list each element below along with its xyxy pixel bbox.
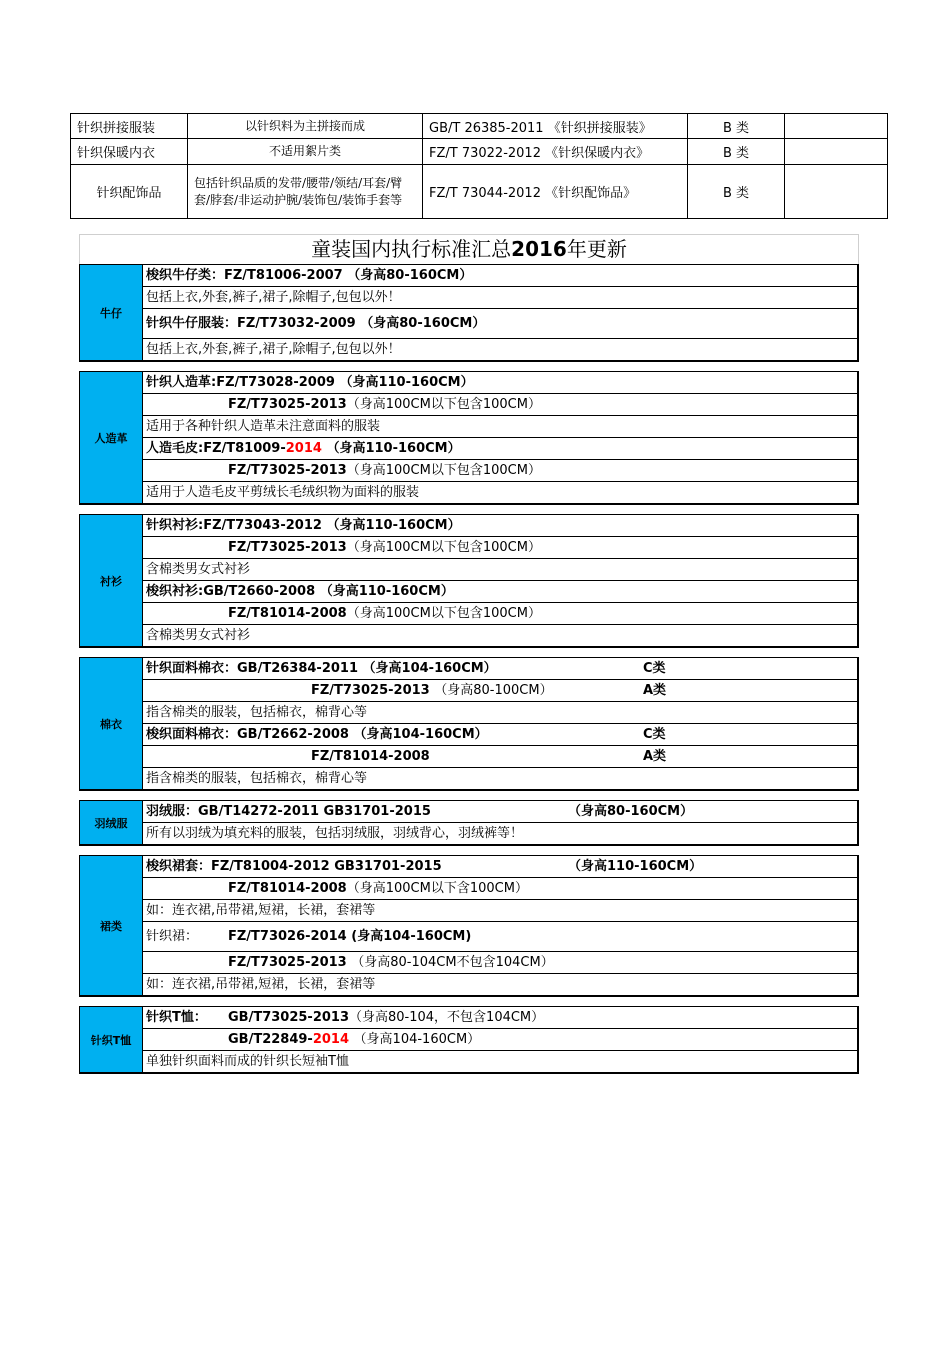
note-row: 如：连衣裙,吊带裙,短裙，长裙，套裙等 — [143, 900, 857, 922]
standard-row: FZ/T73025-2013 （身高80-100CM） A类 — [143, 680, 857, 702]
standard-row: 针织衬衫:FZ/T73043-2012 （身高110-160CM） — [143, 515, 857, 537]
note-row: 适用于人造毛皮平剪绒长毛绒织物为面料的服装 — [146, 485, 420, 500]
empty-cell — [785, 114, 888, 139]
item-desc: 包括针织品质的发带/腰带/领结/耳套/臂套/脖套/非运动护腕/装饰包/装饰手套等 — [188, 165, 423, 219]
table-row — [71, 114, 888, 139]
group-padded — [79, 657, 859, 791]
item-class: B 类 — [688, 139, 785, 165]
standard-row: 梭织衬衫:GB/T2660-2008 （身高110-160CM） — [143, 581, 857, 603]
standard-row: 羽绒服：GB/T14272-2011 GB31701-2015 （身高80-160CM） — [143, 801, 857, 823]
item-name: 针织配饰品 — [71, 165, 188, 219]
group-shirt — [79, 514, 859, 648]
standard-row: 针织裙： FZ/T73026-2014 (身高104-160CM) — [143, 922, 857, 952]
standard-row: FZ/T73025-2013（身高100CM以下包含100CM） — [143, 537, 857, 559]
group-label: 人造革 — [80, 372, 143, 503]
empty-cell — [785, 139, 888, 165]
standard-row: 梭织裙套：FZ/T81004-2012 GB31701-2015 （身高110-160CM） — [143, 856, 857, 878]
group-leather — [79, 371, 859, 505]
standards-table — [70, 113, 888, 219]
group-skirt — [79, 855, 859, 997]
note-row: 含棉类男女式衬衫 — [146, 628, 251, 643]
standard-row: 梭织牛仔类：FZ/T81006-2007 （身高80-160CM） — [143, 265, 857, 287]
note-row: 包括上衣,外套,裤子,裙子,除帽子,包包以外！ — [146, 342, 401, 357]
note-row: 如：连衣裙,吊带裙,短裙，长裙，套裙等 — [146, 977, 376, 992]
group-label: 牛仔 — [80, 265, 143, 360]
item-name: 针织拼接服装 — [71, 114, 188, 139]
standard-row: FZ/T81014-2008 A类 — [143, 746, 857, 768]
item-class: B 类 — [688, 165, 785, 219]
summary-title: 童装国内执行标准汇总2016年更新 — [79, 234, 859, 264]
standard-row: 针织人造革:FZ/T73028-2009 （身高110-160CM） — [143, 372, 857, 394]
note-row: 指含棉类的服装，包括棉衣，棉背心等 — [146, 771, 368, 786]
item-standard: FZ/T 73044-2012 《针织配饰品》 — [423, 165, 688, 219]
item-class: B 类 — [688, 114, 785, 139]
note-row: 适用于各种针织人造革未注意面料的服装 — [143, 416, 857, 438]
standard-row: 人造毛皮:FZ/T81009-2014 （身高110-160CM） — [143, 438, 857, 460]
note-row: 含棉类男女式衬衫 — [143, 559, 857, 581]
standard-row: 针织面料棉衣：GB/T26384-2011 （身高104-160CM） C类 — [143, 658, 857, 680]
note-row: 指含棉类的服装，包括棉衣，棉背心等 — [143, 702, 857, 724]
item-standard: FZ/T 73022-2012 《针织保暖内衣》 — [423, 139, 688, 165]
empty-cell — [785, 165, 888, 219]
group-denim — [79, 264, 859, 362]
note-row: 单独针织面料而成的针织长短袖T恤 — [146, 1054, 349, 1069]
item-standard: GB/T 26385-2011 《针织拼接服装》 — [423, 114, 688, 139]
standard-row: 针织T恤： GB/T73025-2013（身高80-104，不包含104CM） — [143, 1007, 857, 1029]
standard-row: 针织牛仔服装：FZ/T73032-2009 （身高80-160CM） — [143, 309, 857, 339]
standard-row: FZ/T81014-2008（身高100CM以下含100CM） — [143, 878, 857, 900]
table-row — [71, 139, 888, 165]
standard-row: GB/T22849-2014 （身高104-160CM） — [143, 1029, 857, 1051]
standard-row: 梭织面料棉衣：GB/T2662-2008 （身高104-160CM） C类 — [143, 724, 857, 746]
standard-row: FZ/T81014-2008（身高100CM以下包含100CM） — [143, 603, 857, 625]
group-label: 衬衫 — [80, 515, 143, 646]
standard-row: FZ/T73025-2013 （身高80-104CM不包含104CM） — [143, 952, 857, 974]
note-row: 包括上衣,外套,裤子,裙子,除帽子,包包以外！ — [143, 287, 857, 309]
item-desc: 以针织料为主拼接而成 — [188, 114, 423, 139]
item-name: 针织保暖内衣 — [71, 139, 188, 165]
item-desc: 不适用絮片类 — [188, 139, 423, 165]
note-row: 所有以羽绒为填充料的服装，包括羽绒服，羽绒背心，羽绒裤等！ — [146, 826, 524, 841]
group-label: 羽绒服 — [80, 801, 143, 844]
table-row — [71, 165, 888, 219]
group-label: 针织T恤 — [80, 1007, 143, 1072]
group-down — [79, 800, 859, 846]
childrenswear-standards-summary — [79, 234, 859, 1074]
group-label: 裙类 — [80, 856, 143, 995]
standard-row: FZ/T73025-2013（身高100CM以下包含100CM） — [143, 394, 857, 416]
standard-row: FZ/T73025-2013（身高100CM以下包含100CM） — [143, 460, 857, 482]
group-tshirt — [79, 1006, 859, 1074]
group-label: 棉衣 — [80, 658, 143, 789]
